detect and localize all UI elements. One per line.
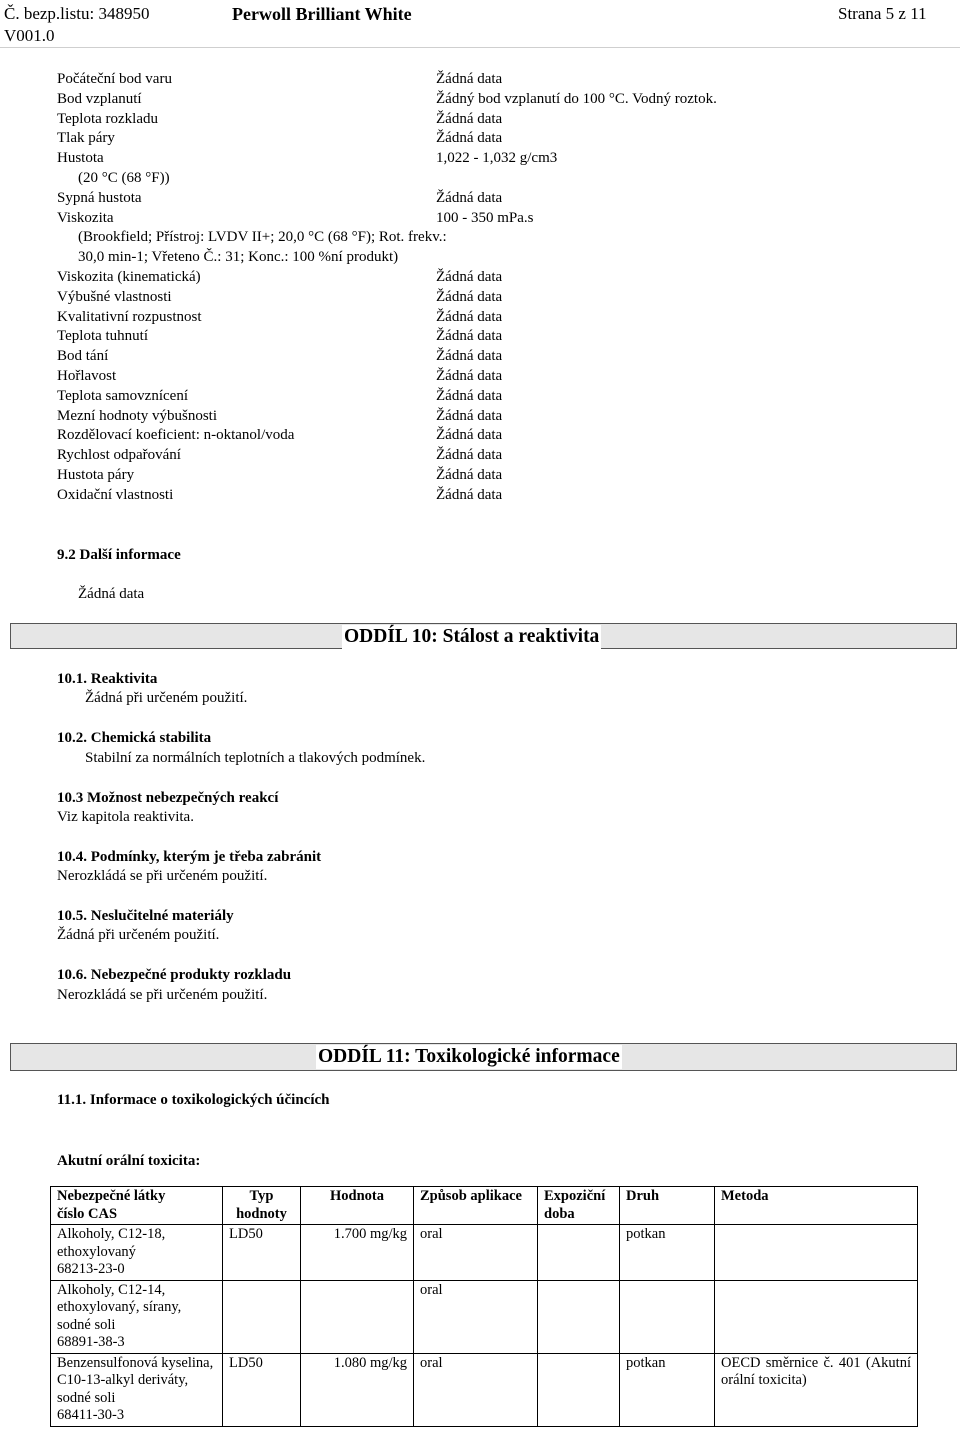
property-row	[57, 347, 937, 367]
substance-name: Benzensulfonová kyselina, C10-13-alkyl deriváty, sodné soli	[57, 1354, 214, 1406]
property-label: Hořlavost	[57, 367, 117, 384]
table-row	[51, 1280, 918, 1353]
header-rule	[0, 47, 960, 48]
property-row	[57, 367, 937, 387]
property-label: Rozdělovací koeficient: n-oktanol/voda	[57, 427, 295, 444]
property-value: Žádná data	[436, 308, 503, 325]
property-value: Žádná data	[436, 387, 503, 404]
acute-oral-toxicity-table	[50, 1186, 918, 1427]
property-label: Bod tání	[57, 348, 109, 365]
property-row	[57, 387, 937, 407]
header-cas-label: číslo CAS	[57, 1205, 118, 1222]
cell-value	[301, 1280, 414, 1353]
version: V001.0	[4, 26, 55, 45]
property-label: Viskozita (kinematická)	[57, 268, 201, 285]
property-label: Viskozita	[57, 209, 114, 226]
header-type: Typ hodnoty	[223, 1187, 301, 1225]
cell-route: oral	[414, 1280, 538, 1353]
property-value: Žádná data	[436, 71, 503, 87]
property-value: Žádná data	[436, 427, 503, 444]
property-label: Bod vzplanutí	[57, 90, 142, 107]
cell-type: LD50	[223, 1225, 301, 1281]
section-10-2-text: Stabilní za normálních teplotních a tlakových podmínek.	[85, 750, 426, 766]
table-header-row	[51, 1187, 918, 1225]
property-value: Žádná data	[436, 447, 503, 464]
section-10-5-heading: 10.5. Neslučitelné materiály	[57, 908, 234, 924]
property-value: 100 - 350 mPa.s	[436, 209, 534, 226]
property-value: Žádná data	[436, 328, 503, 345]
cell-method	[715, 1280, 918, 1353]
acute-oral-toxicity-heading: Akutní orální toxicita:	[57, 1153, 201, 1169]
property-label: Teplota tuhnutí	[57, 328, 149, 345]
property-row	[57, 446, 937, 466]
cell-species: potkan	[620, 1225, 715, 1281]
section-10-1-heading: 10.1. Reaktivita	[57, 671, 158, 687]
section-10-6-text: Nerozkládá se při určeném použití.	[57, 987, 268, 1003]
property-row	[57, 407, 937, 427]
property-row	[57, 228, 937, 268]
property-value: 1,022 - 1,032 g/cm3	[436, 150, 558, 167]
property-label: Kvalitativní rozpustnost	[57, 308, 202, 325]
header-exposure: Expoziční doba	[538, 1187, 620, 1225]
section-10-3-heading: 10.3 Možnost nebezpečných reakcí	[57, 790, 279, 806]
property-value: Žádná data	[436, 367, 503, 384]
cell-type	[223, 1280, 301, 1353]
cell-method: OECD směrnice č. 401 (Akutní orální toxicita)	[715, 1353, 918, 1426]
section-9-2-heading: 9.2 Další informace	[57, 547, 181, 563]
property-label: Hustota	[57, 150, 104, 167]
property-row	[57, 169, 937, 189]
section-10-4-heading: 10.4. Podmínky, kterým je třeba zabránit	[57, 849, 322, 865]
section-10-3-text: Viz kapitola reaktivita.	[57, 809, 194, 825]
table-row	[51, 1225, 918, 1281]
property-label: Výbušné vlastnosti	[57, 288, 172, 305]
cell-substance	[51, 1280, 223, 1353]
property-label: Mezní hodnoty výbušnosti	[57, 407, 217, 424]
property-row	[57, 327, 937, 347]
property-row	[57, 308, 937, 328]
cell-exposure	[538, 1353, 620, 1426]
property-row	[57, 426, 937, 446]
document-number: Č. bezp.listu: 348950	[4, 4, 150, 23]
property-row	[57, 268, 937, 288]
property-row	[57, 90, 937, 110]
cas-number: 68213-23-0	[57, 1261, 125, 1277]
section-9-2-text: Žádná data	[78, 586, 145, 602]
property-value: Žádná data	[436, 288, 503, 305]
cell-exposure	[538, 1280, 620, 1353]
property-value: Žádná data	[436, 486, 503, 503]
property-row	[57, 288, 937, 308]
property-value: Žádná data	[436, 130, 503, 147]
property-value: Žádný bod vzplanutí do 100 °C. Vodný roztok.	[436, 90, 717, 107]
property-value: Žádná data	[436, 268, 503, 285]
cell-route: oral	[414, 1353, 538, 1426]
property-row	[57, 466, 937, 486]
cell-substance	[51, 1225, 223, 1281]
section-11-1-heading: 11.1. Informace o toxikologických účincích	[57, 1092, 330, 1108]
property-row	[57, 129, 937, 149]
property-label: Oxidační vlastnosti	[57, 486, 174, 503]
section-10-4-text: Nerozkládá se při určeném použití.	[57, 868, 268, 884]
section-10-1-text: Žádná při určeném použití.	[85, 690, 248, 706]
section-11-title: ODDÍL 11: Toxikologické informace	[318, 1046, 620, 1067]
property-label: Teplota samovznícení	[57, 387, 188, 404]
property-row	[57, 110, 937, 130]
property-row	[57, 486, 937, 506]
cell-value: 1.700 mg/kg	[301, 1225, 414, 1281]
header-value: Hodnota	[301, 1187, 414, 1225]
property-row	[57, 189, 937, 209]
cell-substance	[51, 1353, 223, 1426]
property-label: Počáteční bod varu	[57, 71, 172, 87]
property-row	[57, 209, 937, 229]
header-method: Metoda	[715, 1187, 918, 1225]
cell-species	[620, 1280, 715, 1353]
cell-exposure	[538, 1225, 620, 1281]
property-value: Žádná data	[436, 407, 503, 424]
section-10-2-heading: 10.2. Chemická stabilita	[57, 730, 212, 746]
section-10-5-text: Žádná při určeném použití.	[57, 927, 220, 943]
property-label: Hustota páry	[57, 466, 135, 483]
cell-value: 1.080 mg/kg	[301, 1353, 414, 1426]
property-value: Žádná data	[436, 466, 503, 483]
property-label: Rychlost odpařování	[57, 447, 181, 464]
product-name: Perwoll Brilliant White	[232, 4, 412, 24]
cell-method	[715, 1225, 918, 1281]
table-row	[51, 1353, 918, 1426]
property-row	[57, 70, 937, 90]
section-10-title: ODDÍL 10: Stálost a reaktivita	[344, 626, 600, 647]
cell-species: potkan	[620, 1353, 715, 1426]
property-label: (20 °C (68 °F))	[78, 169, 170, 186]
cas-number: 68411-30-3	[57, 1407, 125, 1423]
property-row	[57, 149, 937, 169]
property-value: Žádná data	[436, 348, 503, 365]
header-substance	[51, 1187, 223, 1225]
property-label: Tlak páry	[57, 130, 115, 147]
page-number: Strana 5 z 11	[838, 4, 927, 23]
header-route: Způsob aplikace	[414, 1187, 538, 1225]
substance-name: Alkoholy, C12-14, ethoxylovaný, sírany, sodné soli	[57, 1281, 182, 1333]
header-species: Druh	[620, 1187, 715, 1225]
property-label: Sypná hustota	[57, 189, 142, 206]
properties-list	[57, 70, 937, 506]
property-value: Žádná data	[436, 110, 503, 127]
cell-type: LD50	[223, 1353, 301, 1426]
header-substance-label: Nebezpečné látky	[57, 1188, 166, 1204]
cell-route: oral	[414, 1225, 538, 1281]
section-10-6-heading: 10.6. Nebezpečné produkty rozkladu	[57, 967, 292, 983]
substance-name: Alkoholy, C12-18, ethoxylovaný	[57, 1226, 166, 1260]
property-label: (Brookfield; Přístroj: LVDV II+; 20,0 °C (68 °F); Rot. frekv.: 30,0 min-1; Vřeteno Č.: 31; Konc.: 100 %ní produkt)	[78, 229, 447, 266]
property-label: Teplota rozkladu	[57, 110, 158, 127]
property-value: Žádná data	[436, 189, 503, 206]
cas-number: 68891-38-3	[57, 1334, 125, 1350]
